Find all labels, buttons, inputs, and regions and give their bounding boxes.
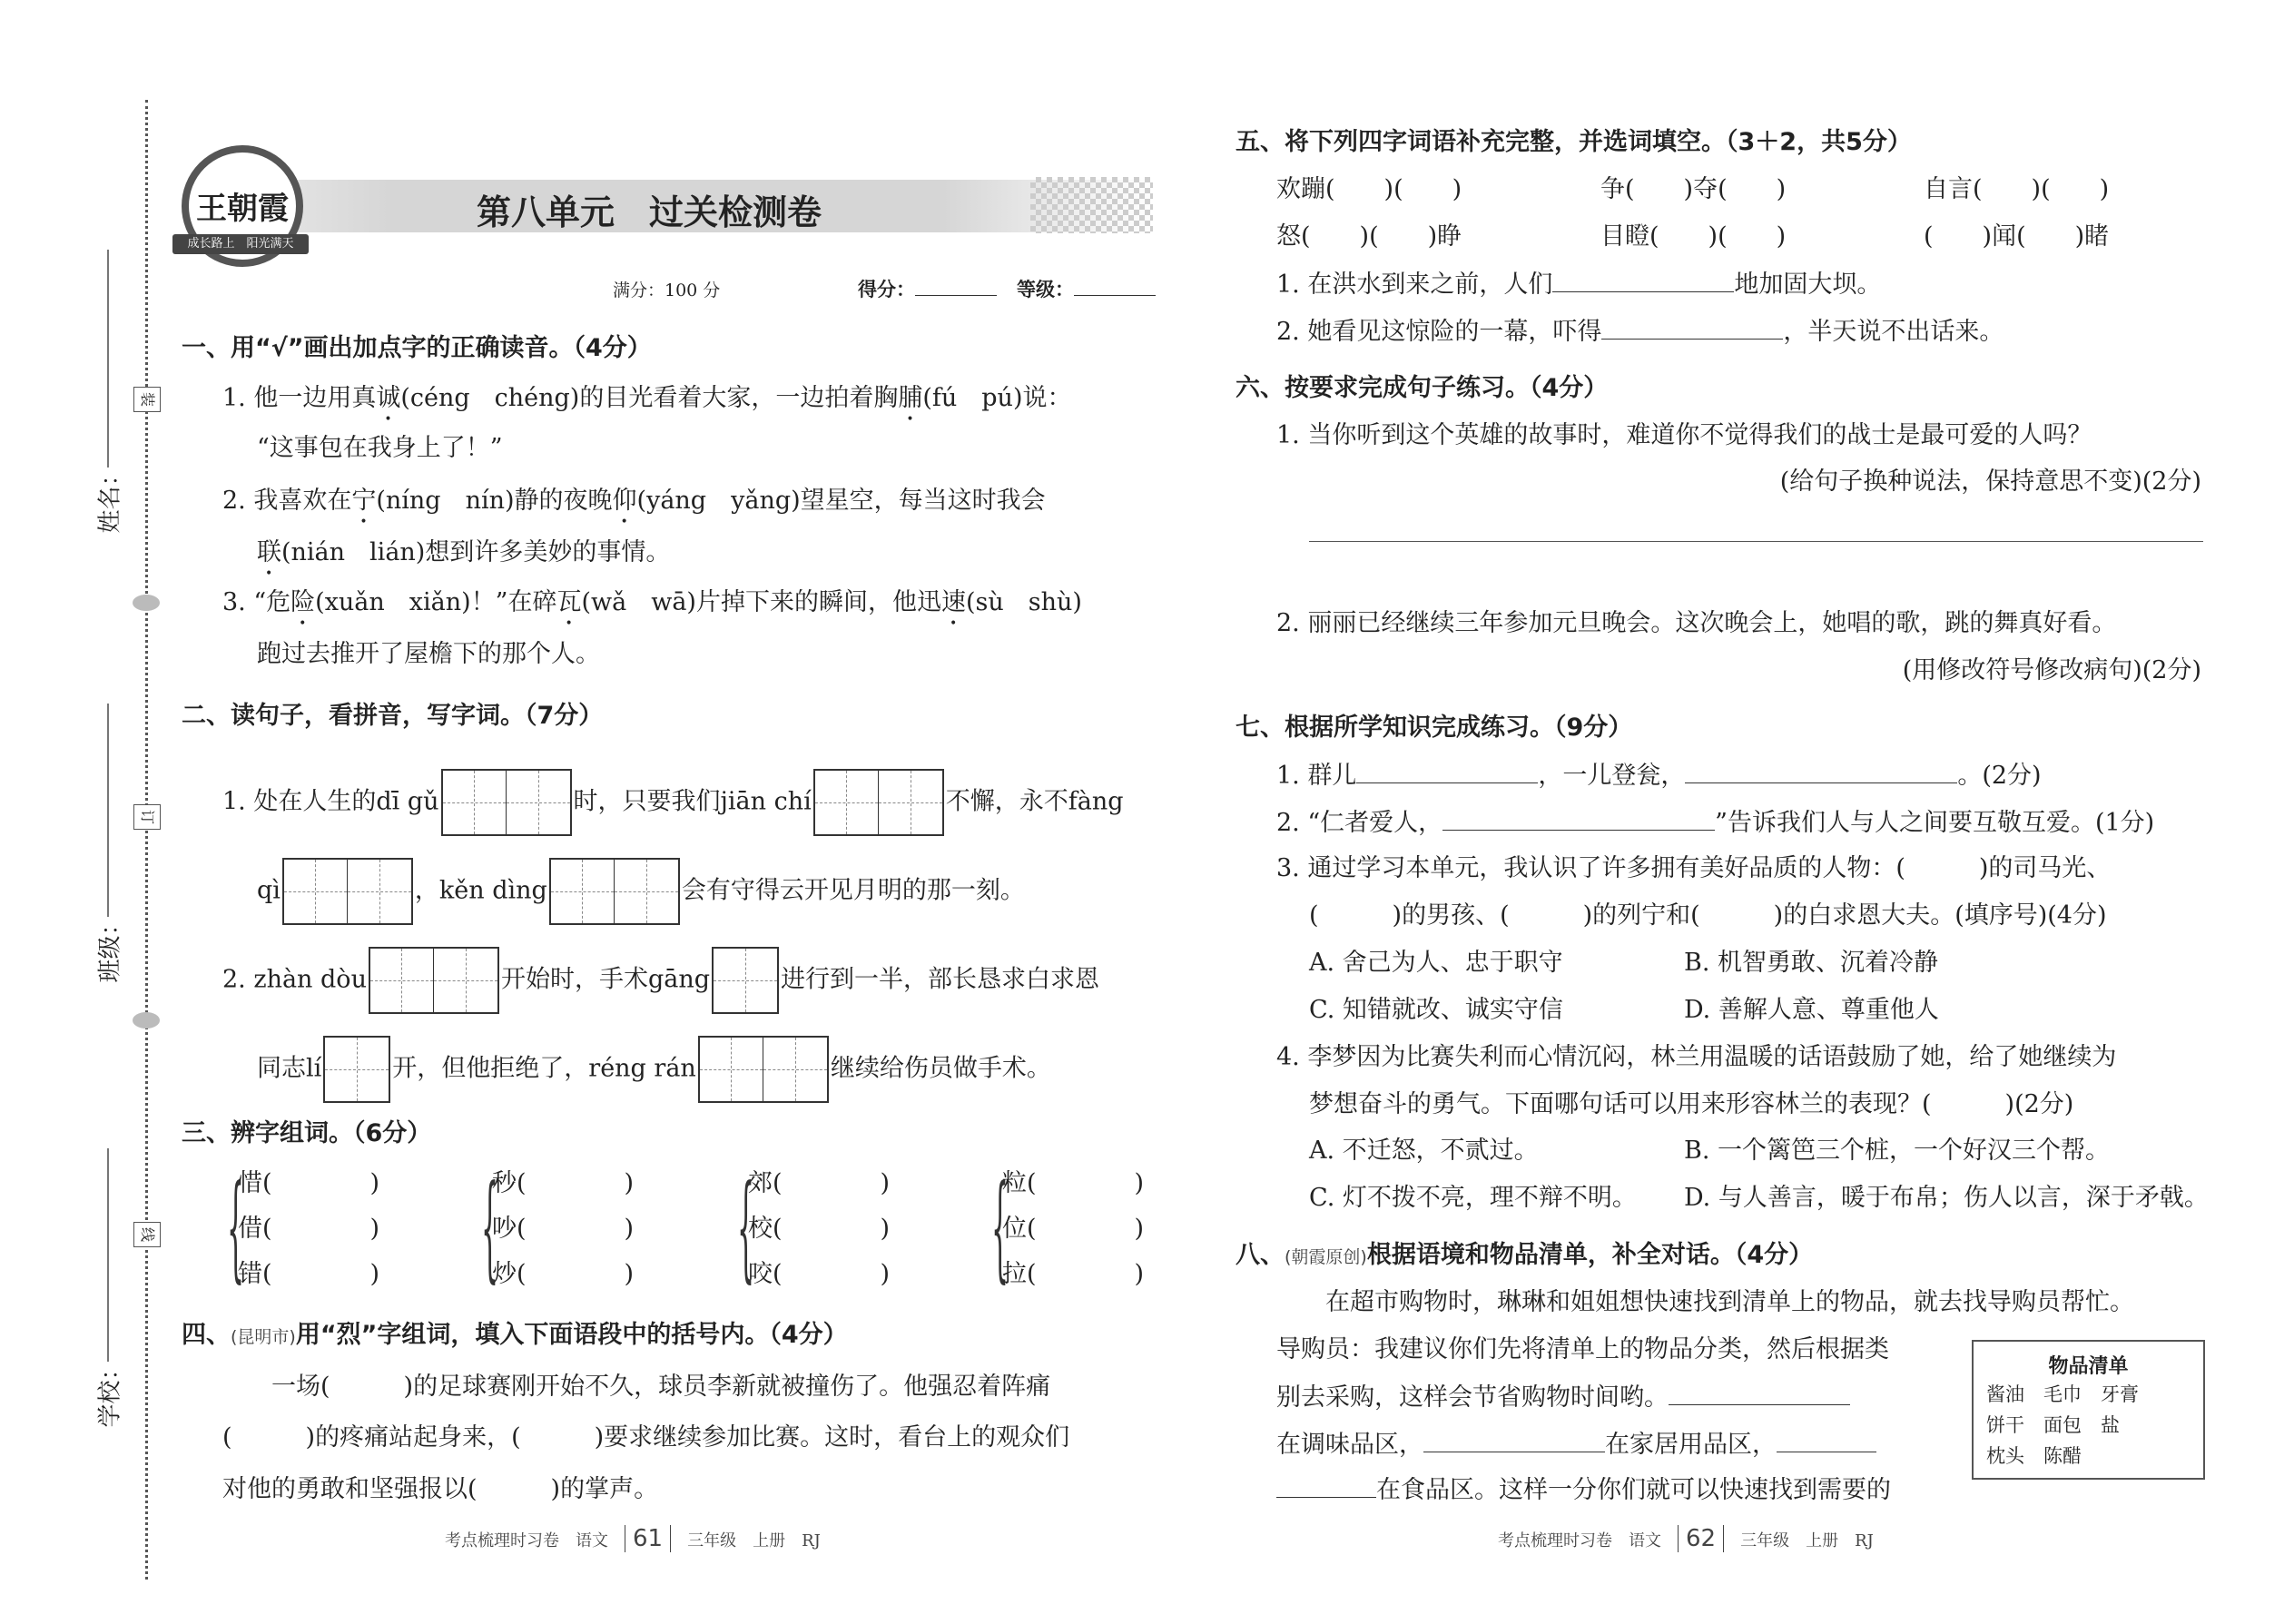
s7-option: C. 灯不拨不亮，理不辩不明。: [1309, 1184, 1637, 1212]
s7-option: D. 与人善言，暖于布帛；伤人以言，深于矛戟。: [1684, 1184, 2209, 1212]
s7-option: A. 舍己为人、忠于职守: [1309, 949, 1563, 977]
s2-line: [257, 858, 1025, 925]
writing-grid: [549, 858, 680, 925]
fill-blank-line: [1423, 1426, 1605, 1452]
text-segment: 进行到一半，部长恳求白求恩: [781, 965, 1100, 994]
score-blank: [915, 277, 997, 296]
text-segment: 在调味品区，: [1276, 1431, 1423, 1459]
footer-book: 考点梳理时习卷 语文: [445, 1531, 608, 1550]
s1-line: [222, 380, 1071, 427]
class-label: 班级：: [96, 911, 124, 983]
word-group-item: 位( ): [1002, 1215, 1145, 1243]
text-segment: (xuǎn xiǎn)！”在碎: [315, 588, 557, 616]
writing-grid-cell: [815, 771, 879, 834]
section-3-title: 三、辨字组词。（6分）: [182, 1119, 432, 1147]
s5-question: [1276, 313, 2004, 350]
grade-label: 等级：: [1017, 278, 1074, 300]
text-segment: 跑过去推开了屋檐下的那个人。: [257, 640, 600, 668]
writing-grid: [282, 858, 413, 925]
text-segment: ，半天说不出话来。: [1783, 318, 2004, 346]
text-segment: (yáng yǎng)望星空，每当这时我会: [636, 487, 1046, 515]
dotted-character: 脯: [898, 384, 923, 412]
writing-grid: [712, 947, 779, 1014]
writing-grid-cell: [370, 949, 434, 1012]
dotted-character: 诚: [376, 384, 401, 412]
full-score: 满分：100 分: [613, 281, 721, 300]
word-group-item: 惜( ): [238, 1169, 380, 1197]
answer-line: [1309, 541, 2203, 542]
s5-word: 目瞪( )( ): [1600, 222, 1787, 251]
word-group-item: 咬( ): [748, 1260, 891, 1288]
brand-name: 王朝霞: [196, 191, 289, 227]
text-segment: 在食品区。这样一分你们就可以快速找到需要的: [1376, 1476, 1891, 1504]
writing-grid: [813, 769, 944, 836]
word-group-item: 校( ): [748, 1215, 891, 1243]
text-segment: 开始时，手术gāng: [500, 965, 711, 994]
s8-dialog-line: [1276, 1426, 1876, 1463]
s8-dialog-line: [1276, 1332, 1889, 1368]
text-segment: 。(2分): [1957, 762, 2042, 790]
seal-mark-ding: 订: [133, 804, 161, 830]
writing-grid: [369, 947, 499, 1014]
text-segment: (wǎ wā)片掉下来的瞬间，他迅: [581, 588, 941, 616]
binding-dotted-line: [145, 100, 148, 1580]
fill-blank-line: [1356, 757, 1538, 783]
s5-word: 争( )夺( ): [1600, 175, 1787, 203]
dotted-character: 险: [290, 588, 316, 616]
fill-blank-line: [1442, 804, 1715, 831]
text-segment: (nián lián)想到许多美妙的事情。: [281, 538, 671, 566]
shopping-list-row: 酱油 毛巾 牙膏: [1986, 1383, 2139, 1405]
s1-line: [222, 483, 1046, 529]
writing-grid-cell: [325, 1038, 389, 1101]
s1-line: [257, 535, 670, 581]
seal-mark-xian: 线: [133, 1222, 161, 1247]
score-label: 得分：: [858, 278, 915, 300]
swirl-ornament: [133, 595, 160, 611]
section-6-title: 六、按要求完成句子练习。（4分）: [1236, 374, 1609, 402]
text-segment: 开，但他拒绝了，réng rán: [392, 1054, 696, 1083]
brace-icon: {: [737, 1164, 755, 1297]
fill-blank-line: [1685, 757, 1957, 783]
text-segment: 2. 我喜欢在: [222, 487, 352, 515]
shopping-list-row: 枕头 陈醋: [1986, 1445, 2082, 1467]
word-group-item: 错( ): [238, 1260, 380, 1288]
text-segment: 3. “危: [222, 588, 291, 616]
section-4-number: 四、: [182, 1321, 231, 1349]
section-7-title: 七、根据所学知识完成练习。（9分）: [1236, 714, 1633, 742]
school-write-line: [107, 1148, 109, 1362]
writing-grid-cell: [615, 860, 678, 923]
text-segment: ，kěn dìng: [414, 876, 547, 905]
writing-grid-cell: [714, 949, 777, 1012]
footer-book: 考点梳理时习卷 语文: [1498, 1531, 1661, 1550]
text-segment: “这事包在我身上了！”: [257, 434, 503, 462]
s2-line: [257, 1036, 1051, 1103]
brace-icon: {: [481, 1164, 499, 1297]
writing-grid-cell: [879, 771, 942, 834]
s7-question: 4. 李梦因为比赛失利而心情沉闷，林兰用温暖的话语鼓励了她，给了她继续为: [1276, 1043, 2117, 1071]
source-tag: (朝霞原创): [1285, 1247, 1367, 1267]
grade-field: [1017, 275, 1156, 302]
text-segment: 在家居用品区，: [1605, 1431, 1777, 1459]
s6-requirement: (给句子换种说法，保持意思不变)(2分): [1779, 468, 2201, 496]
s8-dialog-line: [1276, 1379, 1850, 1416]
text-segment: 2. “仁者爱人，: [1276, 809, 1443, 837]
text-segment: 同志lí: [257, 1054, 322, 1083]
word-group-item: 郊( ): [748, 1169, 891, 1197]
text-segment: 不懈，永不fàng: [945, 787, 1124, 816]
writing-grid-cell: [434, 949, 497, 1012]
section-2-title: 二、读句子，看拼音，写字词。（7分）: [182, 702, 604, 730]
s7-option: A. 不迁怒，不贰过。: [1309, 1137, 1539, 1165]
fill-blank-line: [1669, 1379, 1850, 1405]
dotted-character: 宁: [351, 487, 377, 515]
word-group-item: 粒( ): [1002, 1169, 1145, 1197]
brand-slogan: 成长路上 阳光满天: [172, 234, 309, 254]
s7-question: [1276, 757, 2042, 794]
section-5-title: 五、将下列四字词语补充完整，并选词填空。（3＋2，共5分）: [1236, 128, 1912, 156]
text-segment: 1. 群儿: [1276, 762, 1357, 790]
footer-grade: 三年级 上册 RJ: [1740, 1531, 1874, 1550]
s5-question: [1276, 266, 1881, 303]
s6-requirement: (用修改符号修改病句)(2分): [1902, 656, 2201, 684]
s6-question: 1. 当你听到这个英雄的故事时，难道你不觉得我们的战士是最可爱的人吗？: [1276, 421, 2092, 449]
section-1-title: 一、用“√”画出加点字的正确读音。（4分）: [182, 334, 652, 362]
writing-grid-cell: [551, 860, 615, 923]
swirl-ornament: [133, 1012, 160, 1029]
s2-line: [222, 947, 1099, 1014]
text-segment: (céng chéng)的目光看着大家，一边拍着胸: [400, 384, 899, 412]
s1-line: [257, 636, 600, 673]
dotted-character: 仰: [612, 487, 637, 515]
s7-question: 3. 通过学习本单元，我认识了许多拥有美好品质的人物：( )的司马光、: [1276, 854, 2112, 882]
page-number: 61: [625, 1525, 671, 1552]
s7-option: C. 知错就改、诚实守信: [1309, 996, 1563, 1024]
word-group-item: 炒( ): [492, 1260, 635, 1288]
score-field: [858, 275, 997, 302]
fill-blank-line: [1601, 313, 1783, 340]
text-segment: 1. 处在人生的dī gǔ: [222, 787, 439, 816]
seal-mark-zhuang: 装: [133, 387, 161, 412]
writing-grid: [441, 769, 572, 836]
s2-line: [222, 769, 1124, 836]
section-8-text: 根据语境和物品清单，补全对话。（4分）: [1366, 1241, 1814, 1269]
section-8-number: 八、: [1236, 1241, 1285, 1269]
s7-option: B. 机智勇敢、沉着冷静: [1684, 949, 1939, 977]
writing-grid-cell: [700, 1038, 763, 1101]
dotted-character: 联: [257, 538, 281, 566]
s6-question: 2. 丽丽已经继续三年参加元旦晚会。这次晚会上，她唱的歌，跳的舞真好看。: [1276, 609, 2117, 637]
word-group-item: 借( ): [238, 1215, 380, 1243]
text-segment: ”告诉我们人与人之间要互敬互爱。(1分): [1715, 809, 2155, 837]
text-segment: 地加固大坝。: [1734, 271, 1882, 299]
text-segment: 时，只要我们jiān chí: [573, 787, 812, 816]
text-segment: 继续给伤员做手术。: [830, 1054, 1051, 1083]
page-number: 62: [1678, 1525, 1724, 1552]
s7-question: 梦想奋斗的勇气。下面哪句话可以用来形容林兰的表现？( )(2分): [1309, 1090, 2074, 1118]
s5-word: 欢蹦( )( ): [1276, 175, 1462, 203]
word-group-item: 秒( ): [492, 1169, 635, 1197]
s1-line: [222, 585, 1082, 631]
name-label: 姓名：: [96, 462, 124, 534]
footer-left: [445, 1525, 821, 1552]
brace-icon: {: [227, 1164, 245, 1297]
word-group-item: 拉( ): [1002, 1260, 1145, 1288]
dotted-character: 瓦: [556, 588, 582, 616]
s5-word: ( )闻( )睹: [1924, 222, 2110, 251]
s7-option: B. 一个篱笆三个桩，一个好汉三个帮。: [1684, 1137, 2111, 1165]
writing-grid-cell: [507, 771, 570, 834]
source-tag: (昆明市): [231, 1327, 296, 1347]
brace-icon: {: [991, 1164, 1009, 1297]
text-segment: ，一儿登瓮，: [1538, 762, 1686, 790]
text-segment: (fú pú)说：: [922, 384, 1072, 412]
text-segment: 2. zhàn dòu: [222, 965, 367, 994]
s8-dialog-line: [1276, 1471, 1891, 1509]
writing-grid-cell: [443, 771, 507, 834]
s5-word: 自言( )( ): [1924, 175, 2110, 203]
fill-blank-line: [1552, 266, 1734, 292]
writing-grid-cell: [284, 860, 348, 923]
s7-option: D. 善解人意、尊重他人: [1684, 996, 1939, 1024]
s7-question: [1276, 804, 2154, 842]
writing-grid: [698, 1036, 829, 1103]
grade-blank: [1074, 277, 1156, 296]
class-write-line: [107, 704, 109, 917]
page-title: 第八单元 过关检测卷: [477, 192, 822, 232]
s4-paragraph-line: 对他的勇敢和坚强报以( )的掌声。: [222, 1475, 659, 1503]
footer-right: [1498, 1525, 1874, 1552]
shopping-list-title: 物品清单: [2048, 1355, 2129, 1378]
writing-grid-cell: [763, 1038, 827, 1101]
s4-paragraph-line: ( )的疼痛站起身来，( )要求继续参加比赛。这时，看台上的观众们: [222, 1423, 1070, 1452]
fill-blank-line: [1276, 1471, 1376, 1498]
writing-grid: [323, 1036, 390, 1103]
text-segment: qì: [257, 876, 281, 905]
s4-paragraph-line: 一场( )的足球赛刚开始不久，球员李新就被撞伤了。他强忍着阵痛: [222, 1373, 1051, 1401]
text-segment: 导购员：我建议你们先将清单上的物品分类，然后根据类: [1276, 1335, 1889, 1363]
text-segment: (níng nín)静的夜晚: [376, 487, 613, 515]
text-segment: 1. 在洪水到来之前，人们: [1276, 271, 1553, 299]
checker-decoration: [1030, 177, 1153, 233]
s1-line: [257, 430, 503, 467]
s5-word: 怒( )( )睁: [1276, 222, 1462, 251]
text-segment: 1. 他一边用真: [222, 384, 377, 412]
text-segment: 别去采购，这样会节省购物时间哟。: [1276, 1383, 1669, 1412]
writing-grid-cell: [348, 860, 411, 923]
section-4-title: [182, 1317, 848, 1355]
s7-question: ( )的男孩、( )的列宁和( )的白求恩大夫。(填序号)(4分): [1309, 901, 2107, 930]
text-segment: 会有守得云开见月明的那一刻。: [681, 876, 1025, 905]
shopping-list-row: 饼干 面包 盐: [1986, 1414, 2120, 1436]
section-4-text: 用“烈”字组词，填入下面语段中的括号内。（4分）: [295, 1321, 848, 1349]
text-segment: 2. 她看见这惊险的一幕，吓得: [1276, 318, 1602, 346]
text-segment: (sù shù): [965, 588, 1082, 616]
word-group-item: 吵( ): [492, 1215, 635, 1243]
shopping-list-box: [1972, 1340, 2205, 1480]
name-write-line: [107, 250, 109, 468]
footer-grade: 三年级 上册 RJ: [687, 1531, 821, 1550]
s8-intro: 在超市购物时，琳琳和姐姐想快速找到清单上的物品，就去找导购员帮忙。: [1276, 1288, 2134, 1316]
school-label: 学校：: [96, 1356, 124, 1428]
fill-blank-line: [1777, 1426, 1876, 1452]
dotted-character: 速: [940, 588, 966, 616]
section-8-title: [1236, 1237, 1813, 1275]
